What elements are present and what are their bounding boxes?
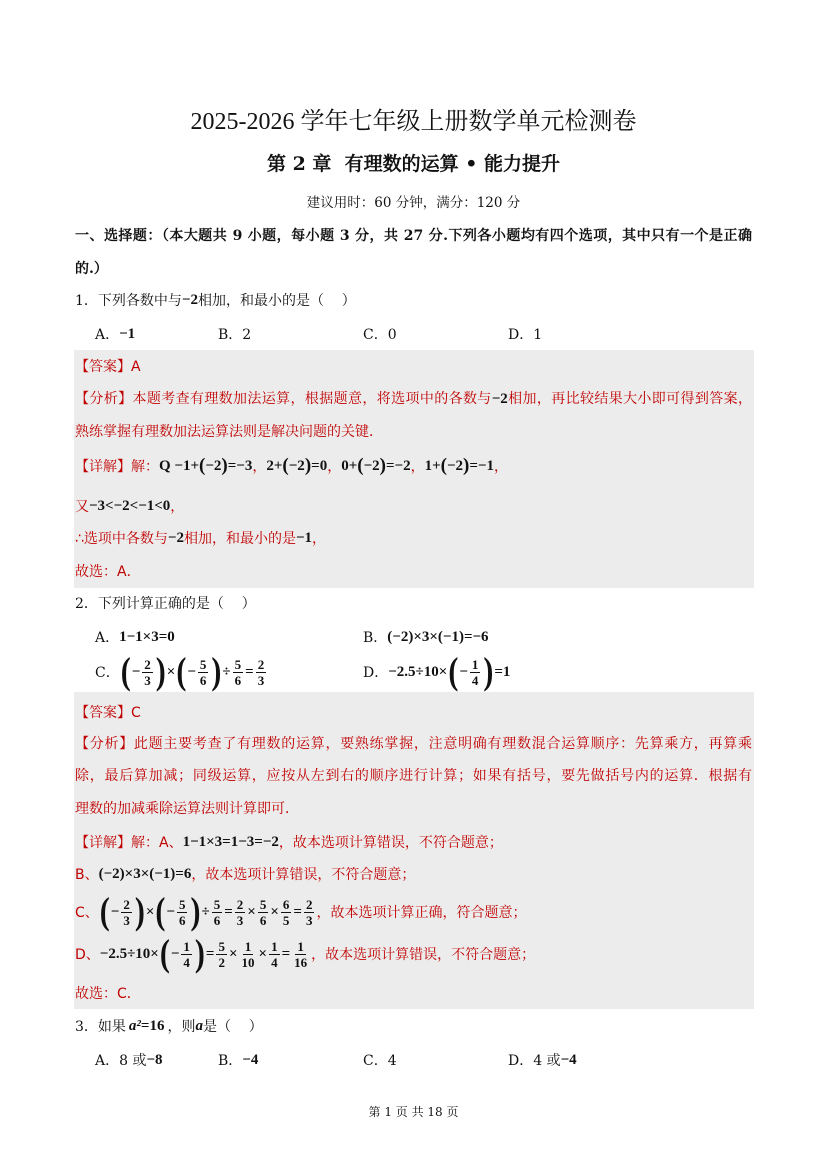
left-parenthesis: ( <box>282 455 289 476</box>
option-math <box>388 650 511 693</box>
question-1-detail-line-2 <box>75 494 184 518</box>
math-text: × <box>166 663 176 680</box>
analysis-text: 相加，再比较结果大小即可得到答案， <box>507 391 752 407</box>
math-variable: a <box>195 1017 203 1034</box>
option-math <box>119 629 175 646</box>
detail-math <box>99 932 311 975</box>
question-2-analysis-line-3 <box>75 796 299 820</box>
fraction-numerator: 2 <box>305 896 313 912</box>
math-text: −2 <box>446 457 464 474</box>
stem-text: 2．下列计算正确的是（ ） <box>75 596 256 612</box>
option-label: B． <box>218 1053 243 1069</box>
fraction-numerator: 5 <box>234 656 242 672</box>
detail-text: 相加，和最小的是 <box>183 531 296 547</box>
fraction-numerator: 2 <box>144 656 151 672</box>
fraction-numerator: 5 <box>259 896 267 912</box>
question-2-option-b <box>363 625 489 649</box>
fraction <box>240 939 257 970</box>
math-text: (−2)×3×(−1)=−6 <box>387 628 489 645</box>
math-text: =16 <box>140 1017 165 1034</box>
math-text: −2 <box>205 457 222 474</box>
fraction-numerator: 2 <box>257 656 265 672</box>
math-text: −2 <box>363 457 380 474</box>
question-2-option-c <box>95 652 268 692</box>
math-text: − <box>110 903 120 920</box>
fraction-denominator: 10 <box>241 954 255 970</box>
fraction <box>304 897 315 928</box>
detail-separator: ， <box>327 459 342 475</box>
math-text: −2 <box>167 529 184 546</box>
math-text: 1−1×3=1−3=−2 <box>182 833 279 850</box>
analysis-text: 【分析】本题考查有理数加法运算，根据题意，将选项中的各数与 <box>75 391 492 407</box>
answer-text: 【答案】A <box>75 359 141 375</box>
fraction-denominator: 4 <box>471 672 479 688</box>
fraction-denominator: 3 <box>236 912 244 928</box>
option-label: A．8 或 <box>95 1053 147 1069</box>
math-text: Q <box>159 457 171 474</box>
right-parenthesis: ) <box>211 650 222 693</box>
detail-separator: ， <box>252 459 267 475</box>
fraction-denominator: 6 <box>199 672 207 688</box>
detail-math <box>168 530 184 547</box>
math-text: 1+ <box>424 457 441 474</box>
question-1-conclusion <box>75 559 141 583</box>
fraction <box>177 897 188 928</box>
question-3-option-d <box>508 1048 577 1072</box>
fraction-denominator: 3 <box>305 912 313 928</box>
option-label: D．1 <box>508 327 543 343</box>
fraction-denominator: 3 <box>123 912 130 928</box>
right-parenthesis: ) <box>155 650 166 693</box>
math-text: −8 <box>146 1051 163 1068</box>
detail-text: C、 <box>75 905 99 921</box>
detail-math <box>159 456 252 476</box>
left-parenthesis: ( <box>448 650 459 693</box>
option-label: A． <box>95 630 120 646</box>
option-label: B．2 <box>218 327 252 343</box>
question-1-detail-line-1 <box>75 451 508 481</box>
right-parenthesis: ) <box>379 455 386 476</box>
math-text: −2 <box>181 291 198 308</box>
detail-text: 故选：C． <box>75 986 141 1002</box>
fraction-denominator: 6 <box>178 912 186 928</box>
option-math <box>119 326 135 343</box>
detail-text: 又 <box>75 499 89 515</box>
left-parenthesis: ( <box>120 650 131 693</box>
fraction <box>256 657 267 688</box>
fraction <box>281 897 292 928</box>
question-1-option-d <box>508 322 542 346</box>
fraction <box>212 897 223 928</box>
section-heading-text: 的.） <box>75 261 108 277</box>
question-1-option-c <box>363 322 397 346</box>
fraction <box>235 897 246 928</box>
fraction-numerator: 1 <box>183 938 190 954</box>
right-parenthesis: ) <box>194 932 205 975</box>
math-text: × <box>228 945 238 962</box>
option-math <box>387 629 488 646</box>
math-text: =1 <box>494 663 511 680</box>
math-text: −1 <box>119 325 136 342</box>
analysis-text: 熟练掌握有理数加法运算法则是解决问题的关键． <box>75 424 383 440</box>
math-text: =−1 <box>469 457 494 474</box>
stem-text: 相加，和最小的是（ ） <box>197 293 356 309</box>
left-parenthesis: ( <box>99 890 110 933</box>
stem-text: 1．下列各数中与 <box>75 293 182 309</box>
fraction-denominator: 4 <box>271 954 278 970</box>
math-text: × <box>270 903 279 920</box>
fraction <box>269 939 280 970</box>
question-3-option-b <box>218 1048 258 1072</box>
detail-separator: ， <box>410 459 425 475</box>
fraction <box>292 939 309 970</box>
detail-math <box>183 834 279 851</box>
math-text: × <box>258 945 268 962</box>
detail-text: ，故本选项计算错误，不符合题意； <box>191 867 416 883</box>
fraction-denominator: 2 <box>218 954 225 970</box>
question-1-analysis-line-2 <box>75 419 383 443</box>
fraction-numerator: 2 <box>236 896 244 912</box>
section-heading-line-2 <box>75 256 108 280</box>
math-text: = <box>245 663 254 680</box>
detail-text: D、 <box>75 947 100 963</box>
time-and-score-info: 建议用时：60 分钟，满分：120 分 <box>306 195 521 211</box>
analysis-text: 理数的加减乘除运算法则计算即可． <box>75 801 299 817</box>
fraction-numerator: 5 <box>213 896 221 912</box>
right-parenthesis: ) <box>221 455 228 476</box>
fraction <box>198 657 209 688</box>
answer-text: 【答案】C <box>75 705 141 721</box>
detail-text: ，故本选项计算错误，不符合题意； <box>311 947 536 963</box>
detail-text: ，故本选项计算错误，不符合题意； <box>278 835 503 851</box>
detail-math <box>99 866 192 883</box>
fraction <box>142 657 153 688</box>
math-text: =0 <box>311 457 328 474</box>
math-text: −2.5÷10× <box>99 945 159 962</box>
detail-text: 【详解】解： <box>75 459 159 475</box>
option-math <box>146 1052 162 1069</box>
fraction-numerator: 1 <box>244 938 252 954</box>
math-text: ÷ <box>201 903 210 920</box>
detail-text: ， <box>312 531 327 547</box>
question-2-detail-b <box>75 862 415 886</box>
math-text: × <box>145 903 155 920</box>
math-text: − <box>187 663 196 680</box>
math-text: 1−1×3=0 <box>119 628 175 645</box>
math-text: = <box>224 903 233 920</box>
question-2-stem <box>75 591 256 615</box>
math-text: 0+ <box>341 457 358 474</box>
question-2-option-d <box>363 652 510 692</box>
question-2-option-a <box>95 625 175 649</box>
option-math <box>120 650 268 693</box>
stem-math <box>182 292 198 309</box>
fraction-denominator: 6 <box>234 672 242 688</box>
question-3-stem <box>75 1014 263 1038</box>
option-label: A． <box>95 327 120 343</box>
math-text: ÷ <box>222 663 231 680</box>
detail-math <box>99 890 317 933</box>
math-text: (−2)×3×(−1)=6 <box>98 865 192 882</box>
question-1-option-b <box>218 322 251 346</box>
question-3-option-a <box>95 1048 163 1072</box>
question-1-option-a <box>95 322 135 346</box>
fraction <box>258 897 269 928</box>
fraction-numerator: 5 <box>178 896 186 912</box>
fraction-denominator: 4 <box>183 954 190 970</box>
math-text: −1+ <box>170 457 200 474</box>
left-parenthesis: ( <box>176 650 187 693</box>
detail-text: 故选：A． <box>75 564 141 580</box>
option-label: B． <box>363 630 388 646</box>
page-footer: 第 1 页 共 18 页 <box>368 1105 459 1119</box>
fraction-numerator: 5 <box>199 656 207 672</box>
detail-text: B、 <box>75 867 99 883</box>
math-text: 2+ <box>266 457 283 474</box>
math-text: = <box>205 945 215 962</box>
right-parenthesis: ) <box>304 455 312 476</box>
question-2-conclusion <box>75 981 141 1005</box>
detail-text: ， <box>170 499 185 515</box>
question-1-analysis-line-1 <box>75 387 752 411</box>
math-text: −2.5÷10× <box>388 663 448 680</box>
option-label: D．4 或 <box>508 1053 561 1069</box>
math-text: −2 <box>491 391 508 407</box>
question-2-answer <box>75 700 141 724</box>
math-text: −2 <box>288 457 305 474</box>
right-parenthesis: ) <box>463 455 470 476</box>
fraction <box>181 939 192 970</box>
left-parenthesis: ( <box>155 890 166 933</box>
question-2-detail-c <box>75 892 526 932</box>
fraction-denominator: 3 <box>257 672 265 688</box>
fraction-denominator: 16 <box>294 954 308 970</box>
right-parenthesis: ) <box>190 890 201 933</box>
left-parenthesis: ( <box>159 932 170 975</box>
detail-math <box>425 456 494 476</box>
document-title: 2025-2026 学年七年级上册数学单元检测卷 <box>190 109 637 135</box>
stem-math <box>195 1018 203 1035</box>
stem-text: 3．如果 <box>75 1019 126 1035</box>
right-parenthesis: ) <box>483 650 494 693</box>
left-parenthesis: ( <box>357 455 364 476</box>
detail-text: ，故本选项计算正确，符合题意； <box>316 905 527 921</box>
math-text: −3<−2<−1<0 <box>89 497 171 514</box>
math-text: −4 <box>242 1051 259 1068</box>
math-variable: a² <box>128 1017 141 1034</box>
fraction-numerator: 6 <box>282 896 290 912</box>
fraction-denominator: 3 <box>144 672 151 688</box>
analysis-math <box>492 387 508 411</box>
math-text: =−3 <box>227 457 253 474</box>
fraction-numerator: 1 <box>297 938 304 954</box>
left-parenthesis: ( <box>199 455 206 476</box>
math-text: =−2 <box>385 457 411 474</box>
stem-math <box>129 1018 165 1035</box>
option-label: C．4 <box>363 1053 397 1069</box>
option-math <box>242 1052 258 1069</box>
fraction-numerator: 1 <box>471 656 479 672</box>
fraction-denominator: 6 <box>213 912 221 928</box>
stem-text: 是（ ） <box>202 1019 263 1035</box>
math-text: − <box>166 903 175 920</box>
detail-separator: ， <box>493 459 508 475</box>
question-1-stem <box>75 288 356 312</box>
right-parenthesis: ) <box>134 890 145 933</box>
fraction-numerator: 2 <box>123 896 130 912</box>
option-label: D． <box>363 665 389 681</box>
detail-text: ∴选项中各数与 <box>75 531 168 547</box>
left-parenthesis: ( <box>440 455 447 476</box>
question-3-option-c <box>363 1048 397 1072</box>
option-math <box>561 1052 577 1069</box>
question-1-answer <box>75 354 141 378</box>
stem-text: ，则 <box>167 1019 196 1035</box>
math-text: −1 <box>295 529 313 546</box>
question-1-detail-line-3 <box>75 526 326 550</box>
math-text: − <box>459 663 468 680</box>
option-label: C． <box>95 665 120 681</box>
question-2-detail-a <box>75 830 503 854</box>
detail-text: 【详解】解：A、 <box>75 835 183 851</box>
option-label: C．0 <box>363 327 397 343</box>
question-2-analysis-line-1: 【分析】此题主要考查了有理数的运算，要熟练掌握，注意明确有理数混合运算顺序：先算乘方，再算乘 <box>75 736 752 752</box>
math-text: × <box>247 903 256 920</box>
fraction <box>470 657 481 688</box>
fraction <box>216 939 227 970</box>
question-2-detail-d <box>75 934 535 974</box>
math-text: − <box>170 945 180 962</box>
detail-math <box>89 498 170 515</box>
section-heading-line-1: 一、选择题：（本大题共 9 小题，每小题 3 分，共 27 分.下列各小题均有四个选项，其中只有一个是正确 <box>75 228 752 244</box>
fraction-denominator: 6 <box>259 912 267 928</box>
question-2-analysis-line-2: 除，最后算加减；同级运算，应按从左到右的顺序进行计算；如果有括号，要先做括号内的运算．根据有 <box>75 768 752 784</box>
chapter-subtitle: 第 2 章 有理数的运算 • 能力提升 <box>266 153 561 175</box>
fraction-numerator: 1 <box>271 938 278 954</box>
detail-math <box>266 456 327 476</box>
fraction-denominator: 5 <box>282 912 290 928</box>
math-text: −4 <box>560 1051 577 1068</box>
fraction-numerator: 5 <box>218 938 225 954</box>
detail-math <box>296 530 312 547</box>
fraction <box>233 657 244 688</box>
fraction <box>121 897 132 928</box>
math-text: = <box>293 903 302 920</box>
math-text: − <box>131 663 141 680</box>
math-text: = <box>281 945 291 962</box>
detail-math <box>341 456 410 476</box>
